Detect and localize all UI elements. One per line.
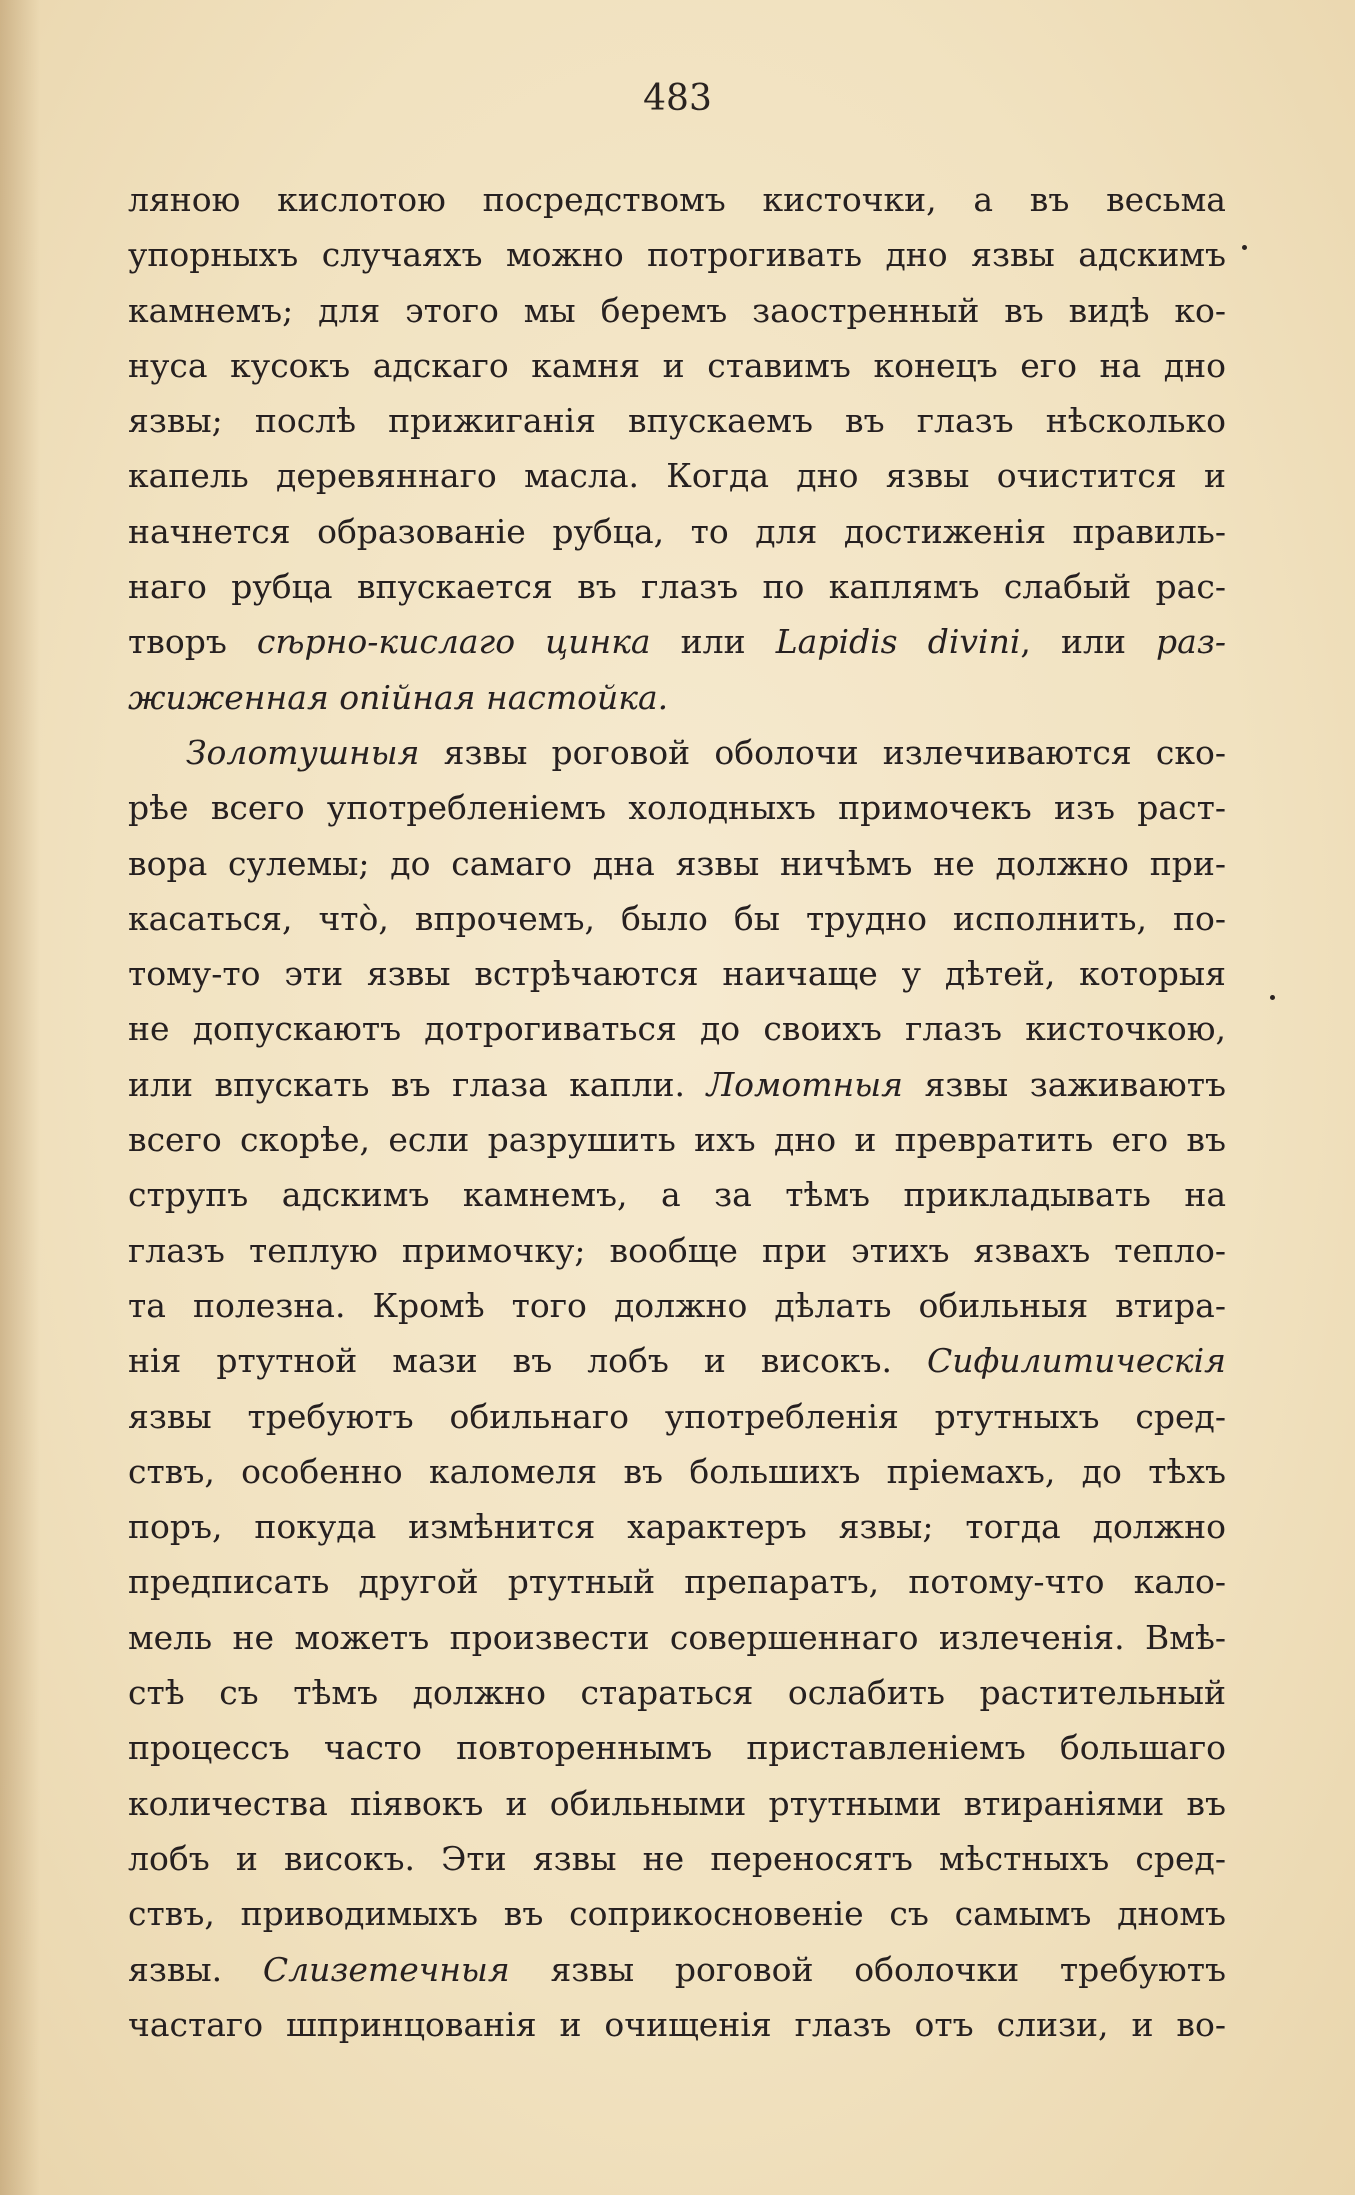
text-segment: камнемъ; для этого мы беремъ заостренный въ видѣ ко-: [128, 290, 1226, 330]
text-segment: глазъ теплую примочку; вообще при этихъ язвахъ тепло-: [128, 1230, 1226, 1270]
text-line: [128, 891, 1226, 946]
italic-text-segment: Золотушныя: [186, 732, 420, 772]
text-segment: рѣе всего употребленіемъ холодныхъ примочекъ изъ раст-: [128, 788, 1226, 828]
text-segment: язвы.: [128, 1949, 263, 1989]
italic-text-segment: Lapidis divini: [775, 622, 1021, 662]
text-line: [128, 1112, 1226, 1167]
text-line: [128, 1057, 1226, 1112]
ink-speck: [1242, 245, 1247, 250]
text-line: [128, 172, 1226, 227]
text-segment: упорныхъ случаяхъ можно потрогивать дно язвы адскимъ: [128, 235, 1226, 275]
text-line: [128, 283, 1226, 338]
text-line: [128, 1610, 1226, 1665]
text-segment: нія ртутной мази въ лобъ и високъ.: [128, 1341, 927, 1381]
text-segment: вора сулемы; до самаго дна язвы ничѣмъ не должно при-: [128, 843, 1226, 883]
text-line: [128, 1499, 1226, 1554]
text-segment: ляною кислотою посредствомъ кисточки, а въ весьма: [128, 180, 1226, 219]
text-line: [128, 1389, 1226, 1444]
text-segment: предписать другой ртутный препаратъ, потому-что кало-: [128, 1562, 1226, 1602]
text-segment: нуса кусокъ адскаго камня и ставимъ конецъ его на дно: [128, 345, 1226, 385]
body-text: [128, 172, 1226, 2052]
text-segment: касаться, чтò, впрочемъ, было бы трудно исполнить, по-: [128, 898, 1226, 938]
text-line: [128, 1997, 1226, 2052]
italic-text-segment: Ломотныя: [706, 1064, 903, 1104]
text-line: [128, 1942, 1226, 1997]
text-segment: процессъ часто повтореннымъ приставленіемъ большаго: [128, 1728, 1226, 1768]
text-segment: ствъ, особенно каломеля въ большихъ пріемахъ, до тѣхъ: [128, 1451, 1226, 1491]
text-segment: струпъ адскимъ камнемъ, а за тѣмъ прикладывать на: [128, 1175, 1226, 1215]
text-segment: язвы роговой оболочи излечиваются ско-: [419, 732, 1226, 772]
text-line: [128, 1001, 1226, 1056]
page-number: 483: [643, 78, 712, 119]
text-line: [128, 559, 1226, 614]
text-line: [128, 836, 1226, 891]
italic-text-segment: сѣрно-кислаго цинка: [256, 622, 651, 662]
text-line: [128, 338, 1226, 393]
text-segment: мель не можетъ произвести совершеннаго излеченія. Вмѣ-: [128, 1617, 1226, 1657]
italic-text-segment: Сифилитическія: [926, 1341, 1226, 1381]
text-segment: не допускаютъ дотрогиваться до своихъ глазъ кисточкою,: [128, 1009, 1226, 1049]
text-segment: количества піявокъ и обильными ртутными втираніями въ: [128, 1783, 1226, 1823]
text-line: [128, 1831, 1226, 1886]
text-segment: частаго шпринцованія и очищенія глазъ отъ слизи, и во-: [128, 2004, 1226, 2044]
text-line: [128, 1278, 1226, 1333]
text-line: [128, 614, 1226, 669]
text-segment: тому-то эти язвы встрѣчаются наичаще у дѣтей, которыя: [128, 954, 1226, 994]
text-segment: лобъ и високъ. Эти язвы не переносятъ мѣстныхъ сред-: [128, 1838, 1226, 1878]
text-line: [128, 448, 1226, 503]
text-line: [128, 1444, 1226, 1499]
text-line: [128, 1554, 1226, 1609]
italic-text-segment: Слизетечныя: [262, 1949, 510, 1989]
text-line: [128, 1223, 1226, 1278]
text-line: [128, 946, 1226, 1001]
text-segment: капель деревяннаго масла. Когда дно язвы очистится и: [128, 456, 1226, 496]
text-segment: язвы; послѣ прижиганія впускаемъ въ глазъ нѣсколько: [128, 401, 1226, 441]
text-segment: наго рубца впускается въ глазъ по каплямъ слабый рас-: [128, 567, 1226, 607]
text-line: [128, 1720, 1226, 1775]
text-line: [128, 1333, 1226, 1388]
text-segment: ствъ, приводимыхъ въ соприкосновеніе съ самымъ дномъ: [128, 1894, 1226, 1934]
ink-speck: [1270, 995, 1275, 1000]
text-line: [128, 1886, 1226, 1941]
text-line: [128, 780, 1226, 835]
text-segment: поръ, покуда измѣнится характеръ язвы; тогда должно: [128, 1507, 1226, 1547]
text-segment: всего скорѣе, если разрушить ихъ дно и превратить его въ: [128, 1120, 1226, 1160]
text-line: [128, 1776, 1226, 1831]
text-line: [128, 393, 1226, 448]
text-line: [128, 725, 1226, 780]
italic-text-segment: жиженная опійная настойка.: [128, 677, 669, 717]
text-segment: стѣ съ тѣмъ должно стараться ослабить растительный: [128, 1673, 1226, 1713]
text-segment: начнется образованіе рубца, то для достиженія правиль-: [128, 511, 1226, 551]
text-segment: творъ: [128, 622, 257, 662]
italic-text-segment: раз-: [1156, 622, 1226, 662]
text-segment: язвы требуютъ обильнаго употребленія ртутныхъ сред-: [128, 1396, 1226, 1436]
text-segment: язвы роговой оболочки требуютъ: [509, 1949, 1226, 1989]
text-line: [128, 1167, 1226, 1222]
text-line: [128, 1665, 1226, 1720]
text-segment: язвы заживаютъ: [902, 1064, 1226, 1104]
text-line: [128, 227, 1226, 282]
text-segment: или: [650, 622, 776, 662]
text-segment: или впускать въ глаза капли.: [128, 1064, 707, 1104]
text-segment: , или: [1020, 622, 1157, 662]
text-line: [128, 504, 1226, 559]
text-line: [128, 670, 1226, 725]
page-spine-shadow: [0, 0, 40, 2195]
text-segment: та полезна. Кромѣ того должно дѣлать обильныя втира-: [128, 1285, 1226, 1325]
